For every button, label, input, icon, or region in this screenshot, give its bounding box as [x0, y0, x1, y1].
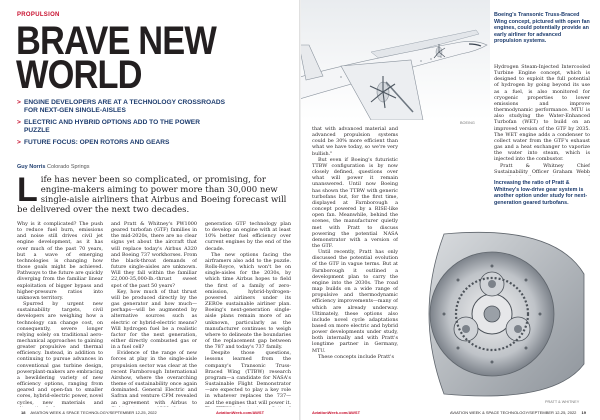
page-number-right: 19	[581, 410, 586, 415]
paragraph: But even if Boeing's futuristic TTBW configuration is by now closely defined, questions over what will power it remain unanswered. Until now Boeing has shown the TTBW with generic turbofans but, for the first time, displayed at Farnborough a concept powered by a RISE-like open fan. Meanwhile, behind the scenes, the manufacturer quietly met with Pratt to discuss powering the potential NASA demonstrator with a version of the GTF.	[312, 156, 398, 249]
drop-cap: L	[17, 171, 38, 209]
paragraph: Key, how much of that thrust will be produced directly by the gas generator and how much—perhaps—will be augmented by alternative sources such as electric or hybrid-electric means? Will hydrogen fuel be a realistic factor for the next generation, either directly combusted gas or in a fuel cell?	[111, 288, 197, 351]
footer-url-right[interactable]: AviationWeek.com/AWST	[312, 410, 361, 415]
paragraph: and Pratt & Whitney's PW1000 geared turbofan (GTF) families in the mid-2020s, there are no clear signs yet about the aircraft that will replace today's Airbus A320 and Boeing 737 workhorses. From the black-throat demands of future single-aisles are unknown. Will they fall within the familiar 22,000-35,000-lb.-thrust sweet spot of the past 50 years?	[111, 221, 197, 289]
paragraph: Hydrogen Steam-Injected Intercooled Turbine Engine concept, which is designed to exploit the full potential of hydrogen by going beyond its use as a fuel, is also monitored for cryogenic properties to lower emissions and improve thermodynamic performance. MTU is also studying the Water-Enhanced Turbofan (WET) to build on an improved version of the GTF by 2035. The WET engine adds a condenser to collect water from the GTF's exhaust gas and a heat exchanger to vaporize the water into steam, which is injected into the combustor.	[494, 64, 590, 163]
paragraph: Evidence of the range of new forces at play in the single-aisle propulsion sector was clear at the recent Farnborough International Airshow, where the overarching theme of sustainability once again dominated. General Electric and Safran and venture CFM revealed an agreement with Airbus to	[111, 350, 197, 406]
body-column-4	[312, 126, 398, 406]
footer-publication-right: AVIATION WEEK & SPACE TECHNOLOGY/SEPTEMBER 12-25, 2022	[450, 410, 577, 415]
geared-turbofan-engine-icon	[404, 214, 590, 406]
engine-caption: Increasing the ratio of Pratt & Whitney's low-drive gear system is another option under study for next-generation geared turbofans.	[494, 180, 588, 206]
truss-braced-wing-aircraft-icon	[301, 0, 490, 120]
body-column-1	[17, 221, 103, 407]
deck-bullets	[17, 99, 227, 151]
hero-caption: Boeing's Transonic Truss-Braced Wing concept, pictured with open fan engines, could potentially provide an early airliner for advanced propulsion systems.	[494, 12, 590, 45]
hero-photo-credit: BOEING	[460, 121, 475, 125]
footer-url-left[interactable]: AviationWeek.com/AWST	[216, 410, 265, 415]
page-number-left: 18	[21, 410, 26, 415]
deck-bullet: > ELECTRIC AND HYBRID OPTIONS ADD TO THE POWER PUZZLE	[17, 119, 227, 135]
paragraph: The new options facing the airframers also add to the puzzle. Rolls-Royce, which won't be on single-aisles for the 2030s, by which time Airbus hopes to field the first of a family of zero-emission, hybrid-hydrogen-powered airliners under its ZEROe sustainable airliner plan. Boeing's next-generation single-aisle plans remain more of an unknown, particularly as the manufacturer continues to weigh where to delineate the boundaries of the replacement gap between the 787 and today's 737 family.	[205, 251, 291, 351]
paragraph: Until recently, Pratt has only discussed the potential evolution of the GTF in vague terms. But at Farnborough it outlined a development plan to carry the engine into the 2030s. The road map builds on a wide range of propulsive and thermodynamic efficiency improvements—many of which are already underway. Ultimately, these options also include novel cycle adaptations based on more electric and hybrid power developments under study, both internally and with Pratt's longtime partner in Germany, MTU.	[312, 249, 398, 354]
lede-paragraph	[17, 171, 299, 215]
paragraph: Pratt & Whitney Chief Sustainability Officer Graham Webb	[494, 162, 590, 175]
deck-bullet: > ENGINE DEVELOPERS ARE AT A TECHNOLOGY CROSSROADS FOR NEXT-GEN SINGLE-AISLES	[17, 99, 227, 115]
footer-right	[450, 410, 590, 415]
headline-line-2: WORLD	[16, 53, 142, 97]
headline	[16, 19, 216, 97]
deck-bullet: > FUTURE FOCUS: OPEN ROTORS AND GEARS	[17, 139, 227, 147]
body-column-2	[111, 221, 197, 407]
paragraph: that with advanced material and advanced propulsion systems could be 30% more efficient than what we have today, so we're very bullish."	[312, 126, 398, 157]
headline-line-1: BRAVE NEW	[16, 19, 216, 63]
footer-publication-left: AVIATION WEEK & SPACE TECHNOLOGY/SEPTEMBER 12-25, 2022	[30, 410, 157, 415]
paragraph: Why is it complicated? The push to reduce fuel burn, emissions and noise still drives civil jet engine development, as it has over much of the past 70 years, but a wave of emerging technologies is changing how those goals might be achieved. Pathways to the future are quickly diverging from the familiar linear exploitation of bigger bypass and higher-pressure ratios into unknown territory.	[17, 221, 103, 301]
lede-text: ife has never been so complicated, or promising, for engine-makers aiming to power more than 30,000 new single-aisle airliners that Airbus and Boeing forecast will be delivered over the next two decades.	[17, 175, 287, 215]
engine-cutaway-illustration	[404, 214, 590, 406]
section-label: PROPULSION	[17, 12, 60, 18]
engine-photo-credit: PRATT & WHITNEY	[545, 400, 580, 404]
byline-location: Colorado Springs	[46, 164, 90, 170]
paragraph: generation GTF technology plan to develop an engine with at least 10% better fuel efficiency over current engines by the end of the decade.	[205, 221, 291, 252]
body-column-3	[205, 221, 291, 407]
paragraph: Despite those questions, lessons learned from the company's Transonic Truss-Braced Wing (TTBW) research program—a candidate for NASA's Sustainable Flight Demonstrator—are expected to play a key role in whatever replaces the 737—and the engines that will power it.	[205, 350, 291, 406]
paragraph: These concepts include Pratt's	[318, 353, 394, 360]
paragraph: Spurred by urgent new sustainability targets, civil developers are weighing how a technology can change cost, on consequently, severe longer relying solely on traditional aero-mechanical approaches to gaining greater propulsive and thermal efficiency. Instead, in addition to continuing to pursue advances in conventional gas turbine design, powerplant-makers are embracing a bewildering variety of new efficiency options, ranging from geared and open-fan to smaller cores, hybrid-electric power, novel cycles, new materials and	[17, 301, 103, 406]
byline-author: Guy Norris	[17, 164, 46, 170]
aircraft-illustration	[301, 0, 490, 120]
byline	[17, 164, 89, 170]
body-column-sidebar	[494, 64, 590, 176]
footer-left	[17, 410, 157, 415]
